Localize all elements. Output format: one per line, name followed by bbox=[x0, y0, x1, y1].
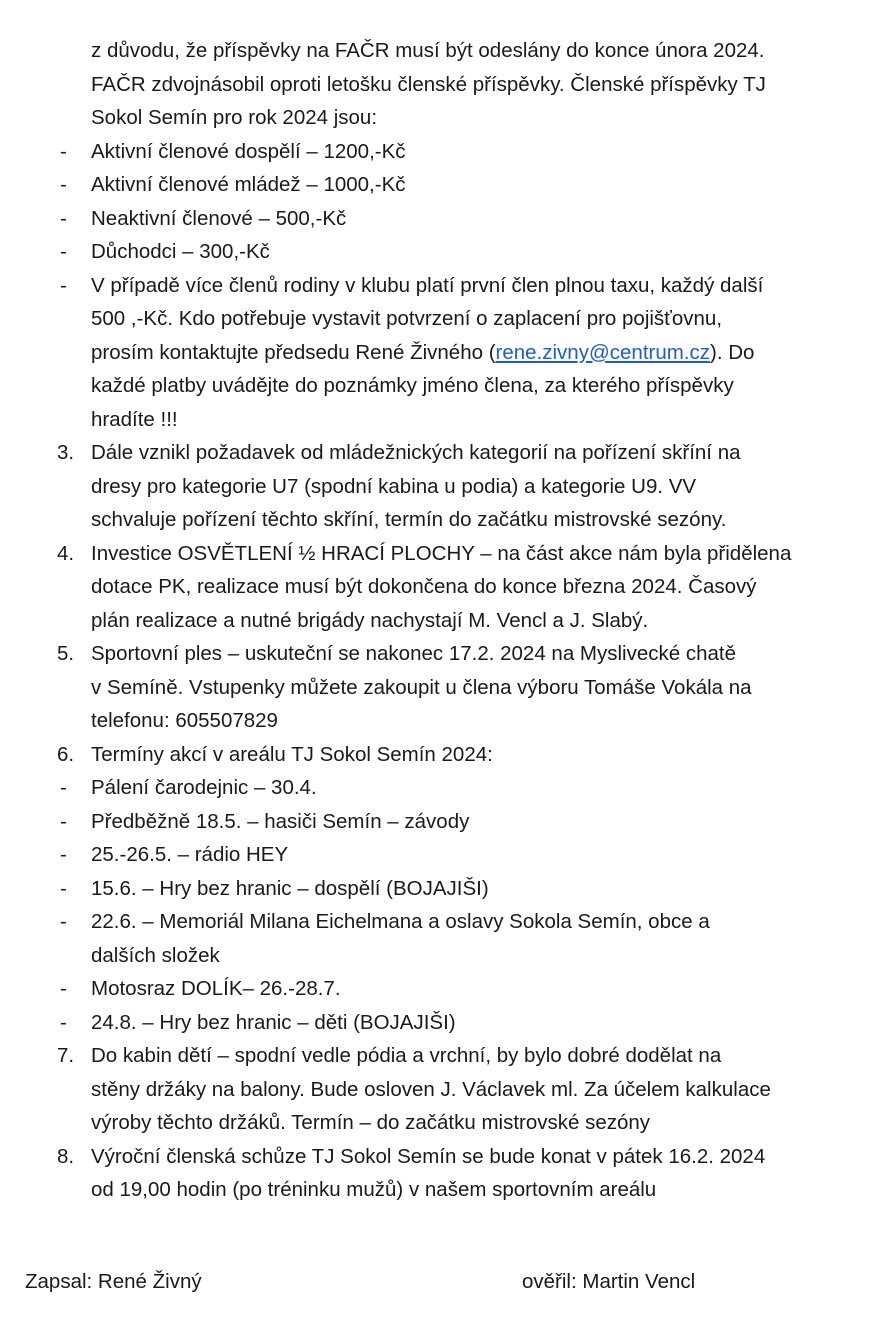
intro-line-text: z důvodu, že příspěvky na FAČR musí být odeslány do konce února 2024. bbox=[91, 39, 765, 62]
item-text: stěny držáky na balony. Bude osloven J. Václavek ml. Za účelem kalkulace bbox=[91, 1077, 771, 1101]
family-text: ). Do bbox=[710, 340, 755, 364]
event-text: 25.-26.5. – rádio HEY bbox=[91, 843, 289, 866]
item-text: dotace PK, realizace musí být dokončena do konce března 2024. Časový bbox=[91, 575, 757, 598]
bullet-dash: - bbox=[60, 206, 67, 230]
item-number: 7. bbox=[57, 1044, 75, 1067]
event-text: dalších složek bbox=[91, 943, 220, 967]
item-text: Investice OSVĚTLENÍ ½ HRACÍ PLOCHY – na část akce nám byla přidělena bbox=[91, 541, 792, 565]
event-text: Předběžně 18.5. – hasiči Semín – závody bbox=[91, 809, 470, 833]
item-number: 5. bbox=[57, 642, 75, 665]
item-text: dresy pro kategorie U7 (spodní kabina u podia) a kategorie U9. VV bbox=[91, 474, 697, 498]
item-text: Výroční členská schůze TJ Sokol Semín se bude konat v pátek 16.2. 2024 bbox=[91, 1144, 766, 1168]
bullet-dash: - bbox=[60, 809, 67, 833]
intro-line-text: Sokol Semín pro rok 2024 jsou: bbox=[91, 106, 378, 129]
item-text: schvaluje pořízení těchto skříní, termín do začátku mistrovské sezóny. bbox=[91, 508, 727, 531]
bullet-dash: - bbox=[60, 240, 67, 263]
intro-line-text: FAČR zdvojnásobil oproti letošku členské příspěvky. Členské příspěvky TJ bbox=[91, 72, 766, 96]
event-text: 22.6. – Memoriál Milana Eichelmana a oslavy Sokola Semín, obce a bbox=[91, 910, 710, 933]
fee-text: Aktivní členové dospělí – 1200,-Kč bbox=[91, 139, 406, 163]
item-number: 3. bbox=[57, 441, 75, 464]
family-text: prosím kontaktujte předsedu René Živného ( bbox=[91, 340, 496, 364]
verified-by: ověřil: Martin Vencl bbox=[522, 1270, 696, 1293]
family-text: hradíte !!! bbox=[91, 407, 178, 431]
family-text: 500 ,-Kč. Kdo potřebuje vystavit potvrzení o zaplacení pro pojišťovnu, bbox=[91, 307, 723, 330]
bullet-dash: - bbox=[60, 139, 67, 163]
written-by: Zapsal: René Živný bbox=[25, 1270, 202, 1293]
event-text: Pálení čarodejnic – 30.4. bbox=[91, 776, 317, 799]
bullet-dash: - bbox=[60, 977, 67, 1000]
bullet-dash: - bbox=[60, 843, 67, 866]
family-text: každé platby uvádějte do poznámky jméno člena, za kterého příspěvky bbox=[91, 374, 734, 397]
bullet-dash: - bbox=[60, 273, 67, 297]
item-text: od 19,00 hodin (po tréninku mužů) v našem sportovním areálu bbox=[91, 1178, 657, 1201]
bullet-dash: - bbox=[60, 1010, 67, 1034]
item-number: 8. bbox=[57, 1144, 75, 1168]
family-contact-text bbox=[91, 336, 754, 370]
fee-text: Důchodci – 300,-Kč bbox=[91, 240, 270, 263]
fee-text: Neaktivní členové – 500,-Kč bbox=[91, 206, 347, 230]
item-text: Dále vznikl požadavek od mládežnických kategorií na pořízení skříní na bbox=[91, 441, 741, 464]
event-text: 15.6. – Hry bez hranic – dospělí (BOJAJIŠI) bbox=[91, 876, 489, 900]
item-text: telefonu: 605507829 bbox=[91, 709, 278, 732]
item-text: Sportovní ples – uskuteční se nakonec 17.2. 2024 na Myslivecké chatě bbox=[91, 642, 736, 665]
item-text: v Semíně. Vstupenky můžete zakoupit u člena výboru Tomáše Vokála na bbox=[91, 675, 752, 699]
item-text: výroby těchto držáků. Termín – do začátku mistrovské sezóny bbox=[91, 1111, 651, 1134]
bullet-dash: - bbox=[60, 173, 67, 196]
email-link[interactable]: rene.zivny@centrum.cz bbox=[495, 340, 711, 364]
event-text: Motosraz DOLÍK– 26.-28.7. bbox=[91, 977, 341, 1000]
item-number: 4. bbox=[57, 541, 75, 565]
fee-text: Aktivní členové mládež – 1000,-Kč bbox=[91, 173, 406, 196]
bullet-dash: - bbox=[60, 776, 67, 799]
event-text: 24.8. – Hry bez hranic – děti (BOJAJIŠI) bbox=[91, 1010, 456, 1034]
item-number: 6. bbox=[57, 742, 75, 766]
item-text: Termíny akcí v areálu TJ Sokol Semín 2024: bbox=[91, 742, 493, 766]
item-text: Do kabin dětí – spodní vedle pódia a vrchní, by bylo dobré dodělat na bbox=[91, 1044, 722, 1067]
bullet-dash: - bbox=[60, 876, 67, 900]
family-text: V případě více členů rodiny v klubu platí první člen plnou taxu, každý další bbox=[91, 273, 764, 297]
item-text: plán realizace a nutné brigády nachystají M. Vencl a J. Slabý. bbox=[91, 608, 649, 632]
bullet-dash: - bbox=[60, 910, 67, 933]
